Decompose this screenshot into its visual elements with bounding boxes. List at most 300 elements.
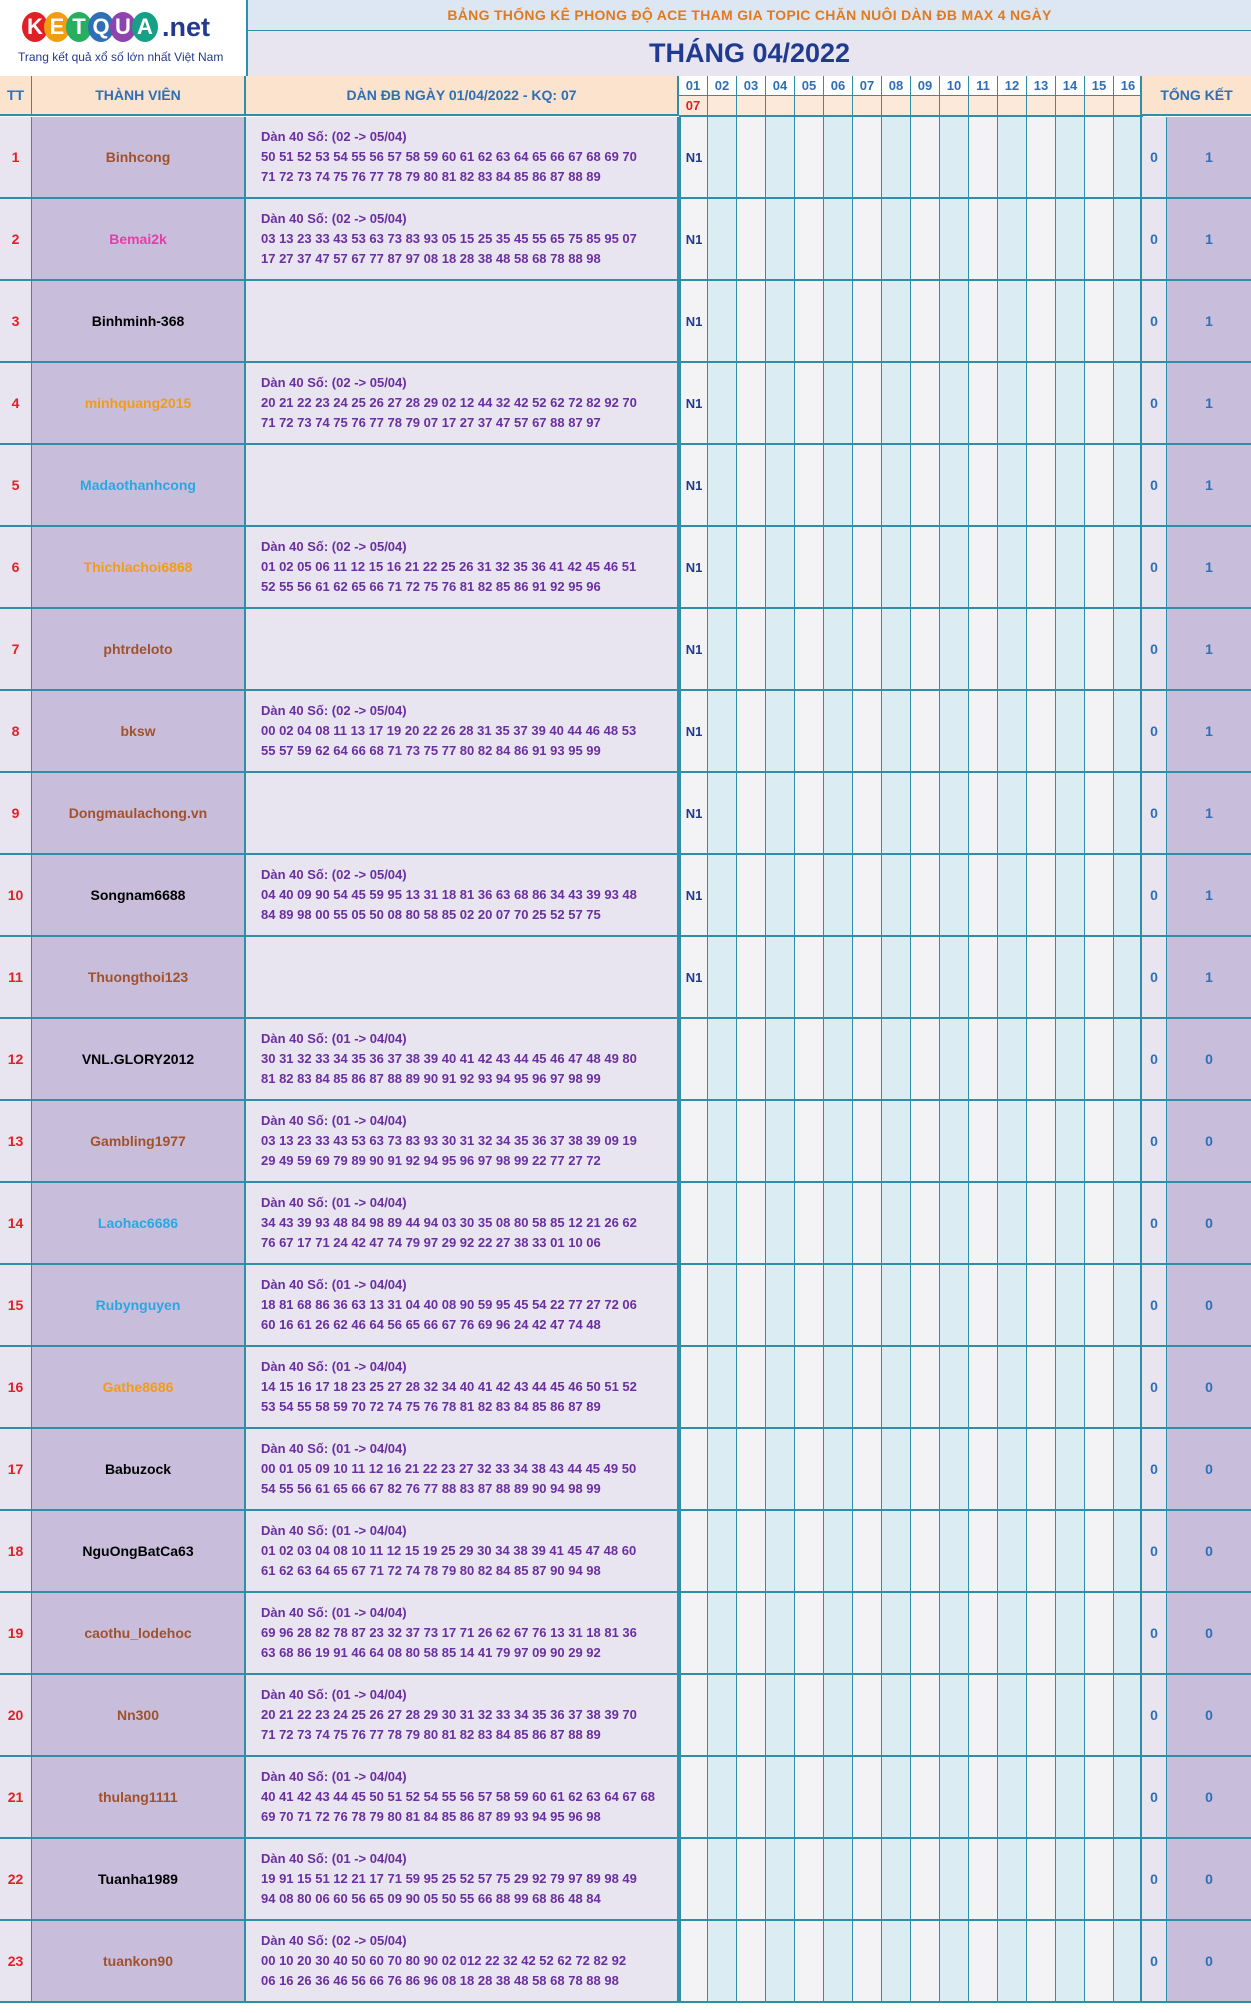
dan-cell [246,1839,679,1919]
day-cell-01: N1 [679,363,708,443]
dan-cell [246,1101,679,1181]
day-cell-09 [911,1675,940,1755]
day-cell-16 [1114,117,1143,197]
day-header-12: 12 [998,76,1027,96]
day-cell-10 [940,1839,969,1919]
day-cell-09 [911,855,940,935]
day-result-06 [824,96,853,117]
day-cell-15 [1085,1921,1114,2001]
dan-cell [246,117,679,197]
day-cell-01: N1 [679,691,708,771]
day-cell-03 [737,691,766,771]
day-cell-04 [766,773,795,853]
day-cell-02 [708,1019,737,1099]
dan-title: Dàn 40 Số: (02 -> 05/04) [261,867,407,882]
day-cell-12 [998,855,1027,935]
day-cell-14 [1056,1265,1085,1345]
month-title: THÁNG 04/2022 [248,31,1251,76]
table-row [0,1839,1251,1921]
row-number: 23 [0,1921,32,2001]
day-cell-12 [998,1757,1027,1837]
day-cell-16 [1114,1921,1143,2001]
day-cell-04 [766,937,795,1017]
day-cell-01 [679,1101,708,1181]
day-cell-02 [708,1347,737,1427]
day-cell-13 [1027,363,1056,443]
day-cell-11 [969,691,998,771]
day-cell-11 [969,773,998,853]
day-cell-06 [824,1265,853,1345]
day-cell-03 [737,1101,766,1181]
day-cell-16 [1114,855,1143,935]
summary-days: 0 [1167,1921,1251,2001]
day-cell-07 [853,281,882,361]
row-number: 19 [0,1593,32,1673]
day-cell-16 [1114,281,1143,361]
day-cell-07 [853,609,882,689]
day-cell-11 [969,1183,998,1263]
day-cell-04 [766,1019,795,1099]
day-cell-05 [795,1101,824,1181]
day-cell-12 [998,773,1027,853]
summary-hits: 0 [1140,855,1167,935]
dan-cell [246,609,679,689]
day-cell-07 [853,1511,882,1591]
day-cell-05 [795,363,824,443]
dan-title: Dàn 40 Số: (02 -> 05/04) [261,129,407,144]
day-result-11 [969,96,998,117]
row-number: 7 [0,609,32,689]
day-cell-02 [708,117,737,197]
table-header [0,0,1251,117]
day-cell-03 [737,199,766,279]
day-result-14 [1056,96,1085,117]
day-cell-13 [1027,1511,1056,1591]
day-cell-13 [1027,117,1056,197]
day-cell-04 [766,1757,795,1837]
dan-title: Dàn 40 Số: (01 -> 04/04) [261,1113,407,1128]
day-cell-13 [1027,1593,1056,1673]
row-number: 15 [0,1265,32,1345]
day-cell-03 [737,363,766,443]
dan-numbers: 03 13 23 33 43 53 63 73 83 93 05 15 25 35 45 55 65 75 85 95 07 [261,231,637,246]
member-name[interactable]: Thichlachoi6868 [32,527,246,607]
day-cell-15 [1085,1675,1114,1755]
day-cell-05 [795,1429,824,1509]
day-cell-07 [853,1101,882,1181]
day-cell-14 [1056,445,1085,525]
day-cell-06 [824,1019,853,1099]
day-header-05: 05 [795,76,824,96]
day-cell-06 [824,1511,853,1591]
day-cell-12 [998,1347,1027,1427]
member-name[interactable]: Binhminh-368 [32,281,246,361]
logo-letter: U [110,12,136,42]
member-name[interactable]: thulang1111 [32,1757,246,1837]
day-cell-04 [766,363,795,443]
summary-days: 1 [1167,199,1251,279]
summary-hits: 0 [1140,281,1167,361]
day-cell-13 [1027,1839,1056,1919]
summary-days: 1 [1167,117,1251,197]
day-result-07 [853,96,882,117]
day-cell-07 [853,1429,882,1509]
dan-numbers: 71 72 73 74 75 76 77 78 79 80 81 82 83 84 85 86 87 88 89 [261,169,601,184]
day-cell-04 [766,691,795,771]
day-cell-01 [679,1511,708,1591]
summary-days: 1 [1167,937,1251,1017]
day-cell-10 [940,1183,969,1263]
dan-numbers: 19 91 15 51 12 21 17 71 59 95 25 52 57 75 29 92 79 97 89 98 49 [261,1871,637,1886]
day-cell-09 [911,1593,940,1673]
day-cell-04 [766,1921,795,2001]
member-name[interactable]: minhquang2015 [32,363,246,443]
dan-title: Dàn 40 Số: (02 -> 05/04) [261,703,407,718]
day-cell-14 [1056,1839,1085,1919]
row-number: 14 [0,1183,32,1263]
day-cell-01: N1 [679,773,708,853]
day-cell-02 [708,363,737,443]
day-cell-14 [1056,1675,1085,1755]
day-cell-05 [795,117,824,197]
member-name[interactable]: Gathe8686 [32,1347,246,1427]
dan-cell [246,691,679,771]
member-name[interactable]: caothu_lodehoc [32,1593,246,1673]
summary-days: 0 [1167,1757,1251,1837]
day-cell-01 [679,1675,708,1755]
day-cell-07 [853,363,882,443]
dan-title: Dàn 40 Số: (02 -> 05/04) [261,211,407,226]
dan-cell [246,1511,679,1591]
day-cell-09 [911,281,940,361]
day-cell-11 [969,1593,998,1673]
member-name[interactable]: Laohac6686 [32,1183,246,1263]
day-cell-14 [1056,1429,1085,1509]
day-cell-06 [824,1101,853,1181]
day-cell-16 [1114,1019,1143,1099]
day-cell-02 [708,1101,737,1181]
day-cell-10 [940,855,969,935]
dan-numbers: 00 02 04 08 11 13 17 19 20 22 26 28 31 35 37 39 40 44 46 48 53 [261,723,637,738]
summary-hits: 0 [1140,1757,1167,1837]
day-cell-14 [1056,1347,1085,1427]
day-cell-16 [1114,937,1143,1017]
row-number: 9 [0,773,32,853]
day-header-01: 01 [679,76,708,96]
day-cell-15 [1085,1511,1114,1591]
day-cell-04 [766,445,795,525]
summary-hits: 0 [1140,527,1167,607]
day-cell-15 [1085,1429,1114,1509]
day-cell-03 [737,1183,766,1263]
day-cell-06 [824,1593,853,1673]
day-cell-11 [969,855,998,935]
member-name[interactable]: Nn300 [32,1675,246,1755]
row-number: 6 [0,527,32,607]
day-cell-08 [882,1429,911,1509]
row-number: 16 [0,1347,32,1427]
day-cell-03 [737,1019,766,1099]
day-cell-14 [1056,527,1085,607]
day-cell-03 [737,1839,766,1919]
day-cell-11 [969,445,998,525]
summary-days: 0 [1167,1019,1251,1099]
day-cell-15 [1085,199,1114,279]
day-cell-12 [998,691,1027,771]
day-cell-15 [1085,855,1114,935]
member-name[interactable]: bksw [32,691,246,771]
dan-numbers: 01 02 03 04 08 10 11 12 15 19 25 29 30 34 38 39 41 45 47 48 60 [261,1543,637,1558]
day-cell-14 [1056,1101,1085,1181]
dan-cell [246,1921,679,2001]
dan-cell [246,1347,679,1427]
day-cell-11 [969,117,998,197]
table-row [0,117,1251,199]
day-cell-09 [911,117,940,197]
day-header-15: 15 [1085,76,1114,96]
day-cell-16 [1114,1183,1143,1263]
member-name[interactable]: NguOngBatCa63 [32,1511,246,1591]
day-cell-13 [1027,445,1056,525]
col-header-member: THÀNH VIÊN [32,76,246,116]
day-cell-08 [882,1511,911,1591]
dan-cell [246,1183,679,1263]
day-cell-13 [1027,609,1056,689]
logo-wordmark [22,8,210,46]
day-cell-12 [998,609,1027,689]
day-cell-05 [795,1511,824,1591]
summary-days: 1 [1167,609,1251,689]
day-cell-06 [824,937,853,1017]
day-cell-15 [1085,1347,1114,1427]
day-cell-04 [766,199,795,279]
dan-numbers: 94 08 80 06 60 56 65 09 90 05 50 55 66 88 99 68 86 48 84 [261,1891,601,1906]
day-cell-08 [882,1019,911,1099]
dan-numbers: 71 72 73 74 75 76 77 78 79 80 81 82 83 84 85 86 87 88 89 [261,1727,601,1742]
day-result-15 [1085,96,1114,117]
row-number: 5 [0,445,32,525]
day-result-16 [1114,96,1143,117]
day-cell-16 [1114,1675,1143,1755]
day-cell-07 [853,1675,882,1755]
day-cell-12 [998,1511,1027,1591]
dan-cell [246,1757,679,1837]
day-cell-09 [911,363,940,443]
member-name[interactable]: Songnam6688 [32,855,246,935]
day-cell-11 [969,937,998,1017]
day-cell-07 [853,937,882,1017]
day-cell-01 [679,1757,708,1837]
day-cell-14 [1056,1593,1085,1673]
member-name[interactable]: Madaothanhcong [32,445,246,525]
day-result-09 [911,96,940,117]
day-cell-07 [853,1347,882,1427]
day-cell-08 [882,1265,911,1345]
day-cell-04 [766,527,795,607]
day-cell-03 [737,773,766,853]
dan-title: Dàn 40 Số: (01 -> 04/04) [261,1277,407,1292]
day-cell-08 [882,691,911,771]
day-cell-13 [1027,1921,1056,2001]
day-cell-16 [1114,1101,1143,1181]
dan-numbers: 34 43 39 93 48 84 98 89 44 94 03 30 35 08 80 58 85 12 21 26 62 [261,1215,637,1230]
row-number: 13 [0,1101,32,1181]
dan-title: Dàn 40 Số: (02 -> 05/04) [261,1933,407,1948]
day-cell-02 [708,1921,737,2001]
member-name[interactable]: Babuzock [32,1429,246,1509]
day-cell-05 [795,1265,824,1345]
day-cell-15 [1085,1839,1114,1919]
day-cell-12 [998,1101,1027,1181]
member-name[interactable]: Bemai2k [32,199,246,279]
row-number: 3 [0,281,32,361]
day-cell-08 [882,773,911,853]
day-cell-01 [679,1265,708,1345]
day-cell-06 [824,1429,853,1509]
day-cell-08 [882,445,911,525]
day-cell-10 [940,1429,969,1509]
day-cell-13 [1027,937,1056,1017]
day-cell-10 [940,1921,969,2001]
row-number: 4 [0,363,32,443]
day-cell-06 [824,1347,853,1427]
day-cell-07 [853,691,882,771]
summary-days: 1 [1167,691,1251,771]
day-cell-01 [679,1019,708,1099]
day-cell-16 [1114,1511,1143,1591]
member-name[interactable]: Tuanha1989 [32,1839,246,1919]
table-row [0,1101,1251,1183]
table-row [0,1675,1251,1757]
dan-cell [246,1429,679,1509]
day-cell-02 [708,691,737,771]
day-cell-13 [1027,281,1056,361]
dan-title: Dàn 40 Số: (01 -> 04/04) [261,1605,407,1620]
day-cell-11 [969,527,998,607]
day-cell-03 [737,1511,766,1591]
day-cell-15 [1085,527,1114,607]
day-cell-05 [795,609,824,689]
day-cell-09 [911,1265,940,1345]
day-result-08 [882,96,911,117]
day-cell-01: N1 [679,937,708,1017]
day-cell-14 [1056,691,1085,771]
day-cell-05 [795,1019,824,1099]
member-name[interactable]: Binhcong [32,117,246,197]
table-row [0,363,1251,445]
dan-numbers: 40 41 42 43 44 45 50 51 52 54 55 56 57 58 59 60 61 62 63 64 67 68 [261,1789,655,1804]
member-name[interactable]: phtrdeloto [32,609,246,689]
dan-title: Dàn 40 Số: (01 -> 04/04) [261,1523,407,1538]
day-cell-02 [708,281,737,361]
dan-numbers: 04 40 09 90 54 45 59 95 13 31 18 81 36 63 68 86 34 43 39 93 48 [261,887,637,902]
day-cell-08 [882,1101,911,1181]
day-cell-04 [766,855,795,935]
logo-letter: A [132,12,158,42]
day-cell-01: N1 [679,117,708,197]
member-name[interactable]: Gambling1977 [32,1101,246,1181]
day-cell-07 [853,1265,882,1345]
day-cell-15 [1085,1101,1114,1181]
table-row [0,1347,1251,1429]
summary-days: 0 [1167,1593,1251,1673]
day-cell-01 [679,1839,708,1919]
day-result-05 [795,96,824,117]
member-name[interactable]: Thuongthoi123 [32,937,246,1017]
day-cell-13 [1027,691,1056,771]
day-cell-09 [911,609,940,689]
summary-days: 1 [1167,445,1251,525]
day-cell-01: N1 [679,199,708,279]
day-result-01: 07 [679,96,708,117]
day-cell-05 [795,855,824,935]
dan-cell [246,445,679,525]
day-cell-05 [795,937,824,1017]
member-name[interactable]: Dongmaulachong.vn [32,773,246,853]
day-cell-02 [708,1183,737,1263]
day-cell-11 [969,199,998,279]
member-name[interactable]: tuankon90 [32,1921,246,2001]
day-cell-11 [969,1511,998,1591]
row-number: 10 [0,855,32,935]
summary-days: 1 [1167,363,1251,443]
day-cell-15 [1085,1183,1114,1263]
day-cell-10 [940,1675,969,1755]
day-cell-04 [766,1101,795,1181]
member-name[interactable]: Rubynguyen [32,1265,246,1345]
day-cell-03 [737,1593,766,1673]
summary-hits: 0 [1140,937,1167,1017]
day-cell-09 [911,691,940,771]
day-cell-10 [940,1511,969,1591]
day-cell-14 [1056,281,1085,361]
day-cell-02 [708,937,737,1017]
day-cell-13 [1027,1101,1056,1181]
member-name[interactable]: VNL.GLORY2012 [32,1019,246,1099]
day-cell-08 [882,1757,911,1837]
table-row [0,1429,1251,1511]
day-result-12 [998,96,1027,117]
dan-numbers: 69 96 28 82 78 87 23 32 37 73 17 71 26 62 67 76 13 31 18 81 36 [261,1625,637,1640]
day-cell-12 [998,527,1027,607]
dan-title: Dàn 40 Số: (01 -> 04/04) [261,1687,407,1702]
table-row [0,1511,1251,1593]
day-cell-12 [998,363,1027,443]
summary-hits: 0 [1140,1675,1167,1755]
day-header-07: 07 [853,76,882,96]
day-cell-08 [882,1675,911,1755]
day-cell-01: N1 [679,445,708,525]
summary-hits: 0 [1140,1183,1167,1263]
table-row [0,1183,1251,1265]
ketqua-logo[interactable] [0,0,248,77]
day-cell-10 [940,527,969,607]
day-cell-06 [824,1675,853,1755]
day-cell-01 [679,1347,708,1427]
day-cell-05 [795,691,824,771]
summary-hits: 0 [1140,1347,1167,1427]
day-cell-04 [766,1183,795,1263]
day-cell-10 [940,691,969,771]
day-cell-11 [969,363,998,443]
table-row [0,445,1251,527]
day-cell-09 [911,1839,940,1919]
dan-cell [246,281,679,361]
day-cell-09 [911,1019,940,1099]
row-number: 11 [0,937,32,1017]
day-cell-14 [1056,1019,1085,1099]
day-cell-03 [737,1757,766,1837]
